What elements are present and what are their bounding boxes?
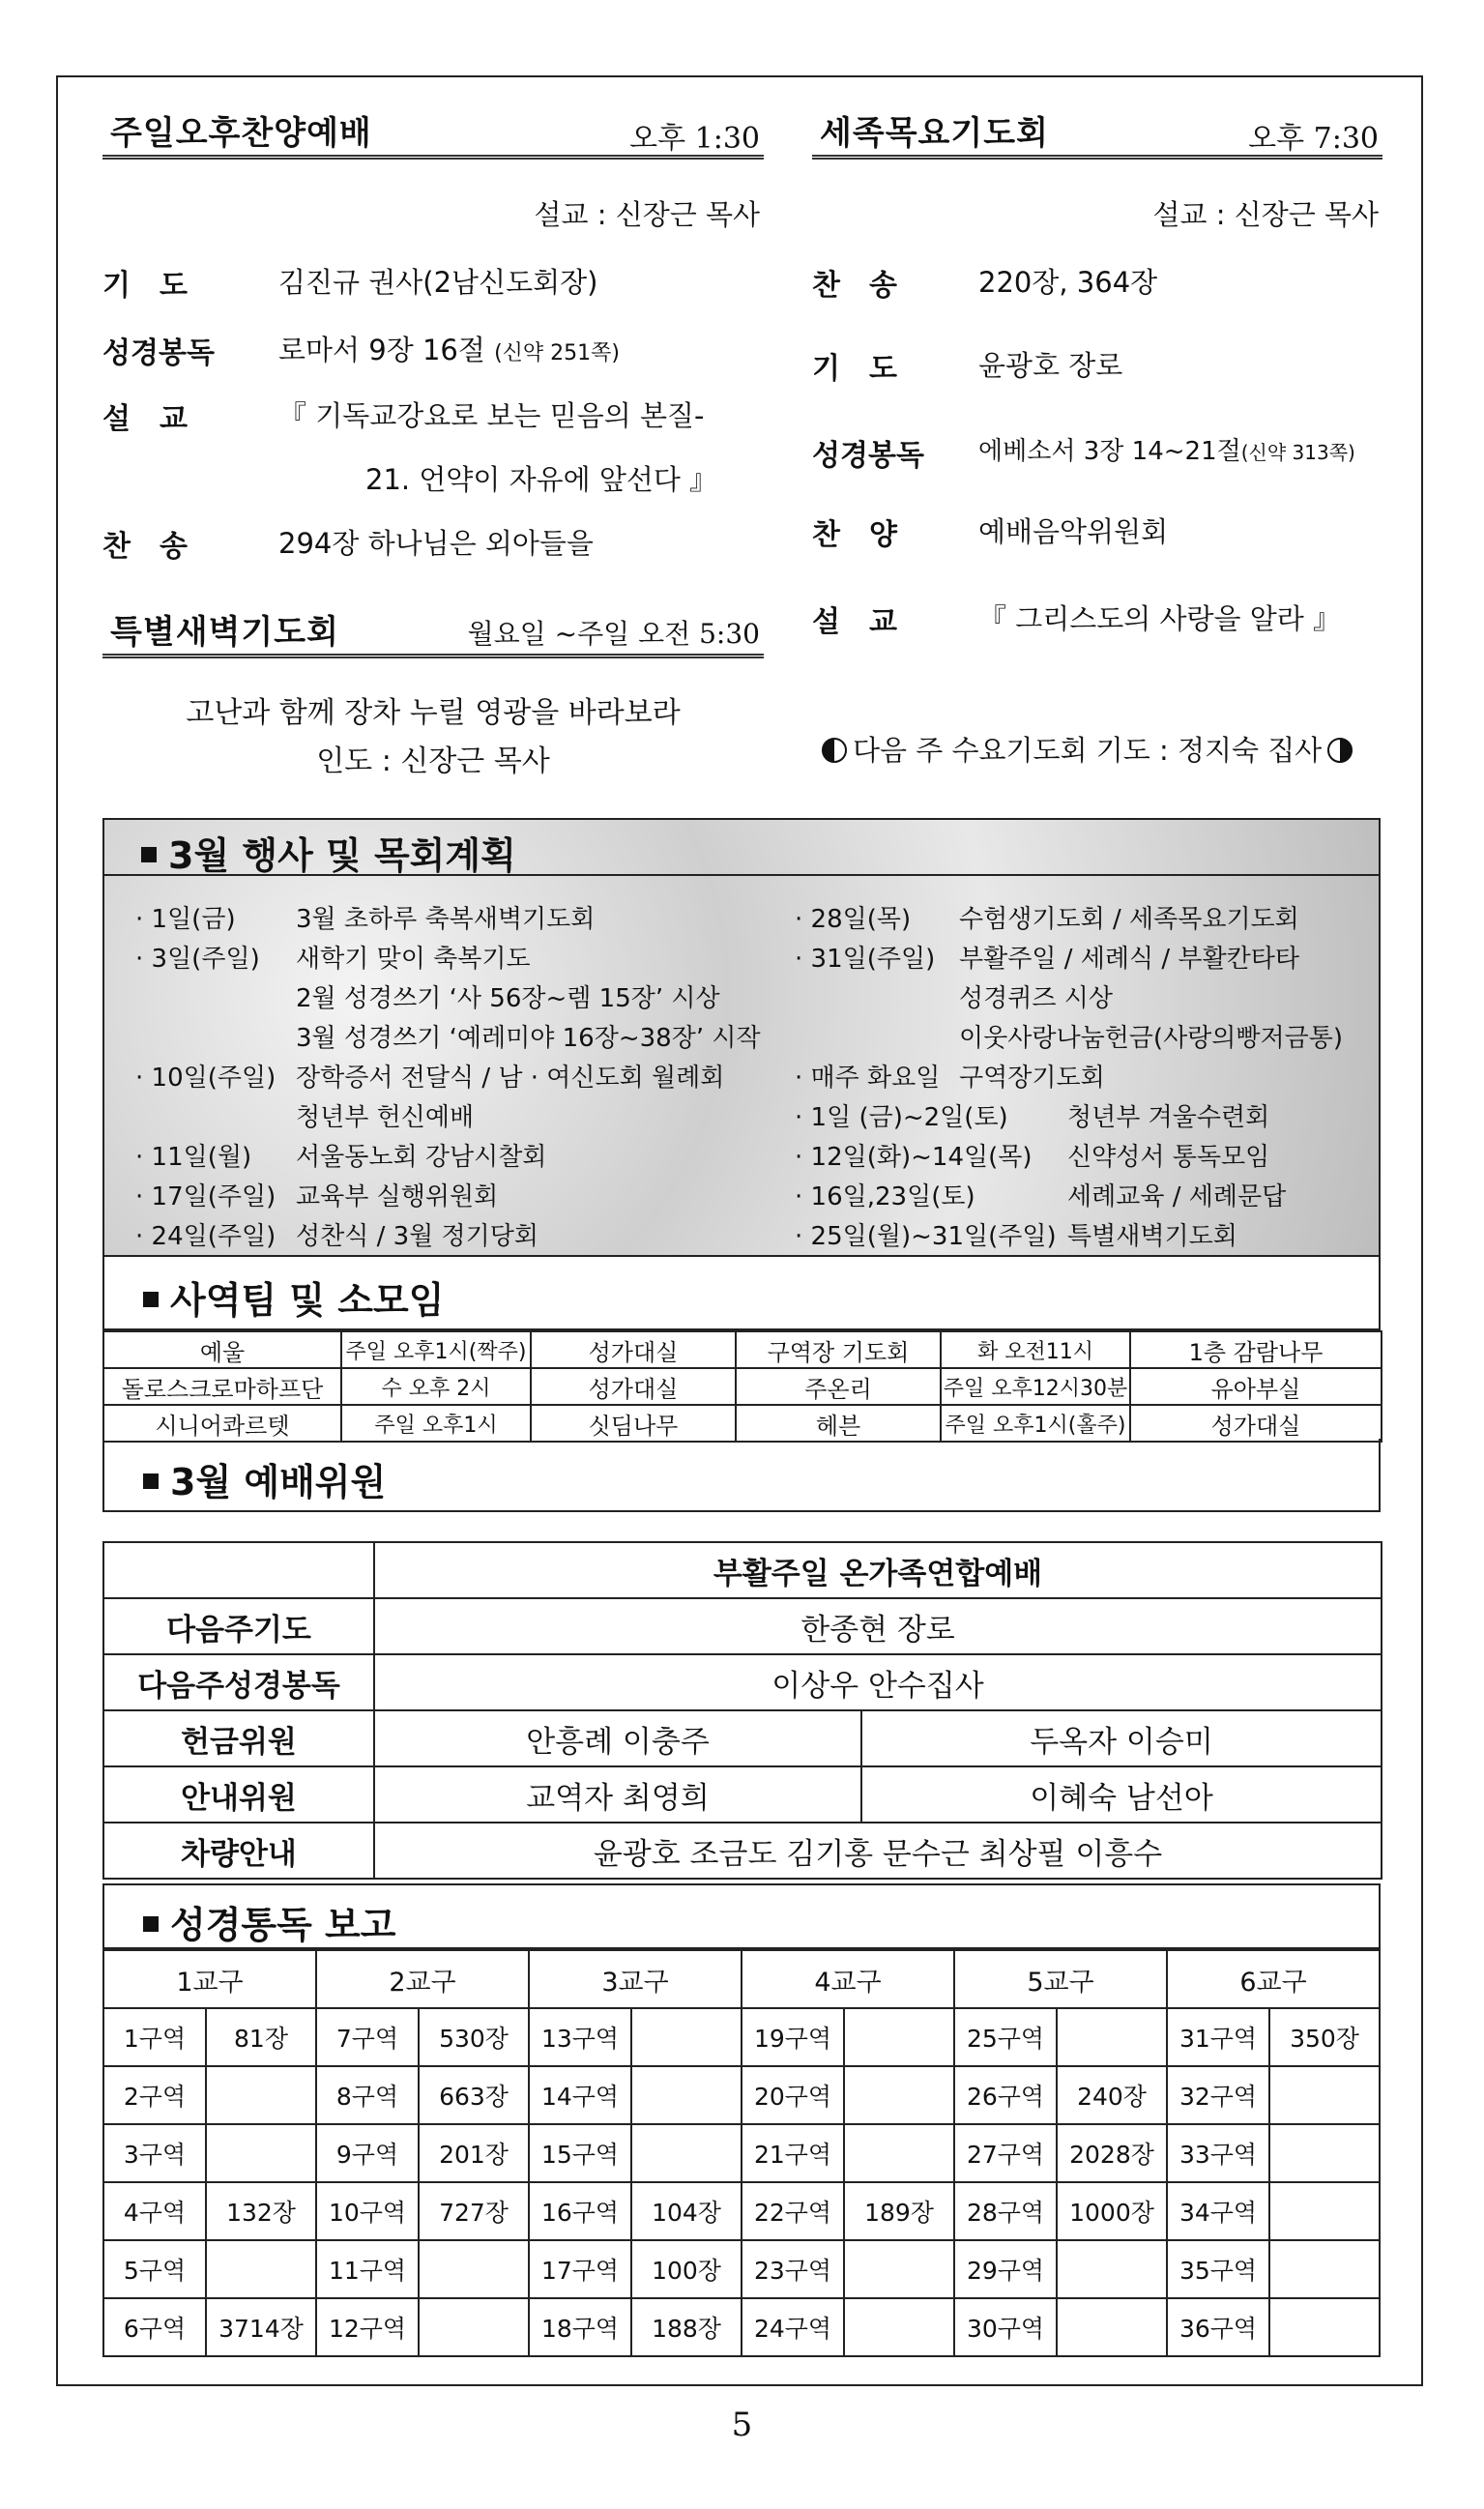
zone-name: 27구역 (954, 2124, 1057, 2182)
ministry-cell: 수 오후 2시 (341, 1368, 531, 1405)
sunday-service-time: 오후 1:30 (629, 122, 760, 156)
zone-count: 100장 (631, 2240, 742, 2298)
thursday-item-value: 에베소서 3장 14~21절 (978, 437, 1241, 466)
zone-count (419, 2298, 529, 2356)
zone-count (844, 2066, 954, 2124)
half-circle-icon (1327, 738, 1353, 763)
ministry-table (102, 1330, 1382, 1443)
zone-name: 17구역 (529, 2240, 631, 2298)
zone-name: 15구역 (529, 2124, 631, 2182)
district-header: 6교구 (1167, 1950, 1380, 2008)
committee-value: 윤광호 조금도 김기홍 문수근 최상필 이흥수 (374, 1823, 1382, 1879)
zone-name: 33구역 (1167, 2124, 1269, 2182)
zone-count (206, 2124, 316, 2182)
committee-value: 이상우 안수집사 (374, 1654, 1382, 1710)
zone-count (206, 2066, 316, 2124)
dawn-prayer-time: 월요일 ~주일 오전 5:30 (467, 618, 760, 650)
bible-reading-title-wrap (143, 1895, 395, 1948)
zone-count: 240장 (1057, 2066, 1167, 2124)
event-text: 서울동노회 강남시찰회 (296, 1143, 547, 1172)
table-row (103, 1710, 1382, 1766)
dawn-prayer-title: 특별새벽기도회 (110, 613, 339, 652)
zone-name: 1구역 (103, 2008, 206, 2066)
event-text: 청년부 헌신예배 (296, 1103, 475, 1132)
event-date: · 1일 (금)~2일(토) (795, 1103, 1008, 1132)
ministry-cell: 시니어콰르텟 (103, 1405, 341, 1442)
zone-name: 30구역 (954, 2298, 1057, 2356)
district-header: 3교구 (529, 1950, 742, 2008)
district-header: 5교구 (954, 1950, 1167, 2008)
committee-value: 안흥례 이충주 (374, 1710, 861, 1766)
sunday-item-value: 21. 언약이 자유에 앞선다 』 (365, 463, 718, 496)
zone-name: 7구역 (316, 2008, 419, 2066)
zone-count (1269, 2124, 1380, 2182)
zone-count: 1000장 (1057, 2182, 1167, 2240)
ministry-cell: 유아부실 (1130, 1368, 1382, 1405)
event-date: · 3일(주일) (135, 945, 260, 974)
thursday-item-label: 설 교 (812, 605, 897, 639)
committee-title-wrap (143, 1452, 386, 1505)
zone-name: 9구역 (316, 2124, 419, 2182)
zone-name: 32구역 (1167, 2066, 1269, 2124)
thursday-prayer-title: 세족목요기도회 (820, 114, 1049, 153)
committee-value: 교역자 최영희 (374, 1766, 861, 1823)
event-date: · 11일(월) (135, 1143, 252, 1172)
event-text: 새학기 맞이 축복기도 (296, 945, 531, 974)
square-bullet-icon (143, 1473, 159, 1489)
zone-name: 26구역 (954, 2066, 1057, 2124)
event-text: 신약성서 통독모임 (1067, 1143, 1270, 1172)
table-row (103, 2124, 1380, 2182)
event-text: 세례교육 / 세례문답 (1067, 1182, 1287, 1211)
thursday-item-label: 성경봉독 (812, 439, 924, 473)
sunday-item-value: 294장 하나님은 외아들을 (278, 527, 594, 560)
ministry-cell: 주일 오후1시(홀주) (941, 1405, 1130, 1442)
thursday-item-label: 찬 송 (812, 269, 897, 303)
sunday-preacher: 설교 : 신장근 목사 (534, 198, 760, 231)
zone-count (844, 2240, 954, 2298)
thursday-item-value: 『 그리스도의 사랑을 알라 』 (978, 602, 1342, 635)
thursday-item-value: 윤광호 장로 (978, 349, 1123, 382)
thursday-prayer (812, 101, 1382, 777)
zone-name: 2구역 (103, 2066, 206, 2124)
dawn-prayer-header (102, 599, 764, 658)
zone-name: 29구역 (954, 2240, 1057, 2298)
sunday-item-value: 『 기독교강요로 보는 믿음의 본질- (278, 399, 705, 432)
sunday-item-note: (신약 251쪽) (494, 341, 620, 365)
sunday-item-label: 설 교 (102, 402, 188, 436)
committee-value: 이혜숙 남선아 (861, 1766, 1382, 1823)
bible-reading-header (102, 1883, 1381, 1949)
sunday-item-label: 성경봉독 (102, 336, 215, 370)
event-date: · 17일(주일) (135, 1182, 276, 1211)
event-text: 수험생기도회 / 세족목요기도회 (959, 905, 1299, 934)
sunday-item-value-wrap (278, 329, 620, 368)
sunday-service (102, 101, 764, 584)
dawn-prayer-leader: 인도 : 신장근 목사 (316, 744, 550, 778)
zone-count (631, 2008, 742, 2066)
committee-label: 다음주성경봉독 (103, 1654, 374, 1710)
thursday-item-note: (신약 313쪽) (1240, 441, 1355, 464)
events-header (102, 818, 1381, 876)
ministry-cell: 성가대실 (531, 1331, 736, 1368)
table-row (103, 2066, 1380, 2124)
table-row (103, 1766, 1382, 1823)
bible-reading-title: 성경통독 보고 (170, 1904, 396, 1946)
zone-name: 31구역 (1167, 2008, 1269, 2066)
square-bullet-icon (143, 1292, 159, 1307)
sunday-service-title: 주일오후찬양예배 (110, 114, 372, 153)
sunday-service-header (102, 101, 764, 160)
committee-label: 다음주기도 (103, 1598, 374, 1654)
zone-count: 188장 (631, 2298, 742, 2356)
district-header: 4교구 (742, 1950, 954, 2008)
table-row (103, 2240, 1380, 2298)
sunday-item-label: 찬 송 (102, 530, 188, 564)
sunday-item-label: 기 도 (102, 269, 188, 303)
sunday-item-value: 김진규 권사(2남신도회장) (278, 266, 598, 299)
zone-name: 3구역 (103, 2124, 206, 2182)
event-date: · 1일(금) (135, 905, 236, 934)
table-row (103, 1542, 1382, 1598)
sunday-item-value: 로마서 9장 16절 (278, 334, 485, 366)
ministry-cell: 싯딤나무 (531, 1405, 736, 1442)
thursday-item-value: 220장, 364장 (978, 266, 1158, 299)
zone-count: 727장 (419, 2182, 529, 2240)
zone-name: 24구역 (742, 2298, 844, 2356)
sunday-item (365, 458, 717, 498)
committee-label: 헌금위원 (103, 1710, 374, 1766)
thursday-prayer-time: 오후 7:30 (1248, 122, 1379, 156)
zone-name: 18구역 (529, 2298, 631, 2356)
zone-count: 3714장 (206, 2298, 316, 2356)
next-prayer-announcement (816, 729, 1358, 769)
zone-name: 34구역 (1167, 2182, 1269, 2240)
zone-name: 23구역 (742, 2240, 844, 2298)
zone-count: 189장 (844, 2182, 954, 2240)
zone-count (844, 2008, 954, 2066)
zone-name: 16구역 (529, 2182, 631, 2240)
zone-name: 35구역 (1167, 2240, 1269, 2298)
zone-count (844, 2124, 954, 2182)
ministry-cell: 예울 (103, 1331, 341, 1368)
events-title: 3월 행사 및 목회계획 (168, 834, 516, 877)
district-header: 1교구 (103, 1950, 316, 2008)
dawn-prayer (102, 599, 764, 793)
zone-count (1057, 2240, 1167, 2298)
table-row (103, 1331, 1382, 1368)
district-header: 2교구 (316, 1950, 529, 2008)
zone-count (1057, 2008, 1167, 2066)
zone-count (1269, 2240, 1380, 2298)
event-date: · 매주 화요일 (795, 1064, 941, 1093)
zone-name: 21구역 (742, 2124, 844, 2182)
zone-count (1269, 2182, 1380, 2240)
ministry-cell: 주온리 (736, 1368, 941, 1405)
ministry-title-wrap (143, 1270, 444, 1324)
zone-name: 25구역 (954, 2008, 1057, 2066)
zone-count (1057, 2298, 1167, 2356)
zone-count: 81장 (206, 2008, 316, 2066)
event-text: 성경퀴즈 시상 (959, 984, 1113, 1013)
event-text: 성찬식 / 3월 정기당회 (296, 1222, 539, 1251)
table-row (103, 1598, 1382, 1654)
zone-name: 19구역 (742, 2008, 844, 2066)
event-text: 청년부 겨울수련회 (1067, 1103, 1270, 1132)
ministry-title: 사역팀 및 소모임 (170, 1279, 445, 1322)
ministry-cell: 헤븐 (736, 1405, 941, 1442)
ministry-cell: 구역장 기도회 (736, 1331, 941, 1368)
table-row (103, 1405, 1382, 1442)
zone-name: 13구역 (529, 2008, 631, 2066)
zone-count (1269, 2298, 1380, 2356)
half-circle-icon (822, 738, 847, 763)
event-text: 특별새벽기도회 (1067, 1222, 1237, 1251)
event-text: 이웃사랑나눔헌금(사랑의빵저금통) (959, 1024, 1344, 1053)
table-row (103, 1950, 1380, 2008)
table-row (103, 1368, 1382, 1405)
ministry-cell: 화 오전11시 (941, 1331, 1130, 1368)
thursday-preacher: 설교 : 신장근 목사 (1152, 198, 1379, 231)
committee-label: 차량안내 (103, 1823, 374, 1879)
zone-count: 350장 (1269, 2008, 1380, 2066)
zone-name: 22구역 (742, 2182, 844, 2240)
zone-name: 28구역 (954, 2182, 1057, 2240)
event-date: · 24일(주일) (135, 1222, 276, 1251)
next-prayer-text: 다음 주 수요기도회 기도 : 정지숙 집사 (853, 734, 1323, 767)
ministry-cell: 주일 오후1시 (341, 1405, 531, 1442)
square-bullet-icon (143, 1916, 159, 1932)
event-text: 3월 초하루 축복새벽기도회 (296, 905, 596, 934)
zone-count: 663장 (419, 2066, 529, 2124)
committee-table (102, 1541, 1382, 1880)
thursday-item-value: 예배음악위원회 (978, 515, 1169, 548)
zone-count: 530장 (419, 2008, 529, 2066)
event-text: 장학증서 전달식 / 남 · 여신도회 월례회 (296, 1064, 725, 1093)
event-date: · 28일(목) (795, 905, 912, 934)
table-row (103, 1654, 1382, 1710)
events-title-wrap (141, 826, 516, 879)
zone-count (631, 2124, 742, 2182)
committee-corner (103, 1542, 374, 1598)
dawn-prayer-theme: 고난과 함께 장차 누릴 영광을 바라보라 (186, 696, 681, 730)
zone-count (1269, 2066, 1380, 2124)
committee-value: 두옥자 이승미 (861, 1710, 1382, 1766)
thursday-item-value-wrap (978, 431, 1355, 467)
zone-name: 10구역 (316, 2182, 419, 2240)
event-text: 2월 성경쓰기 ‘사 56장~렘 15장’ 시상 (296, 984, 720, 1013)
zone-count (419, 2240, 529, 2298)
committee-title: 3월 예배위원 (170, 1461, 387, 1503)
event-text: 3월 성경쓰기 ‘예레미야 16장~38장’ 시작 (296, 1024, 761, 1053)
event-text: 교육부 실행위원회 (296, 1182, 499, 1211)
ministry-cell: 성가대실 (531, 1368, 736, 1405)
zone-name: 5구역 (103, 2240, 206, 2298)
event-text: 구역장기도회 (959, 1064, 1105, 1093)
zone-name: 6구역 (103, 2298, 206, 2356)
table-row (103, 2182, 1380, 2240)
ministry-cell: 성가대실 (1130, 1405, 1382, 1442)
zone-count: 201장 (419, 2124, 529, 2182)
zone-name: 14구역 (529, 2066, 631, 2124)
ministry-cell: 주일 오후1시(짝주) (341, 1331, 531, 1368)
event-date: · 16일,23일(토) (795, 1182, 975, 1211)
thursday-prayer-header (812, 101, 1382, 160)
zone-name: 4구역 (103, 2182, 206, 2240)
table-row (103, 1823, 1382, 1879)
event-date: · 31일(주일) (795, 945, 936, 974)
zone-name: 8구역 (316, 2066, 419, 2124)
committee-header-cell: 부활주일 온가족연합예배 (374, 1542, 1382, 1598)
committee-header (102, 1439, 1381, 1512)
committee-label: 안내위원 (103, 1766, 374, 1823)
event-date: · 12일(화)~14일(목) (795, 1143, 1033, 1172)
event-date: · 10일(주일) (135, 1064, 276, 1093)
event-date: · 25일(월)~31일(주일) (795, 1222, 1057, 1251)
ministry-cell: 돌로스크로마하프단 (103, 1368, 341, 1405)
zone-count (631, 2066, 742, 2124)
page-number: 5 (731, 2406, 753, 2444)
zone-count: 104장 (631, 2182, 742, 2240)
thursday-item-label: 기 도 (812, 352, 897, 386)
zone-name: 20구역 (742, 2066, 844, 2124)
zone-count (844, 2298, 954, 2356)
square-bullet-icon (141, 847, 157, 862)
zone-count: 132장 (206, 2182, 316, 2240)
zone-count: 2028장 (1057, 2124, 1167, 2182)
ministry-cell: 주일 오후12시30분 (941, 1368, 1130, 1405)
thursday-item-label: 찬 양 (812, 518, 897, 552)
ministry-cell: 1층 감람나무 (1130, 1331, 1382, 1368)
event-text: 부활주일 / 세례식 / 부활칸타타 (959, 945, 1299, 974)
table-row (103, 2298, 1380, 2356)
ministry-header (102, 1257, 1381, 1330)
zone-count (206, 2240, 316, 2298)
bible-reading-table (102, 1949, 1381, 2357)
table-row (103, 2008, 1380, 2066)
zone-name: 12구역 (316, 2298, 419, 2356)
zone-name: 11구역 (316, 2240, 419, 2298)
committee-value: 한종현 장로 (374, 1598, 1382, 1654)
zone-name: 36구역 (1167, 2298, 1269, 2356)
